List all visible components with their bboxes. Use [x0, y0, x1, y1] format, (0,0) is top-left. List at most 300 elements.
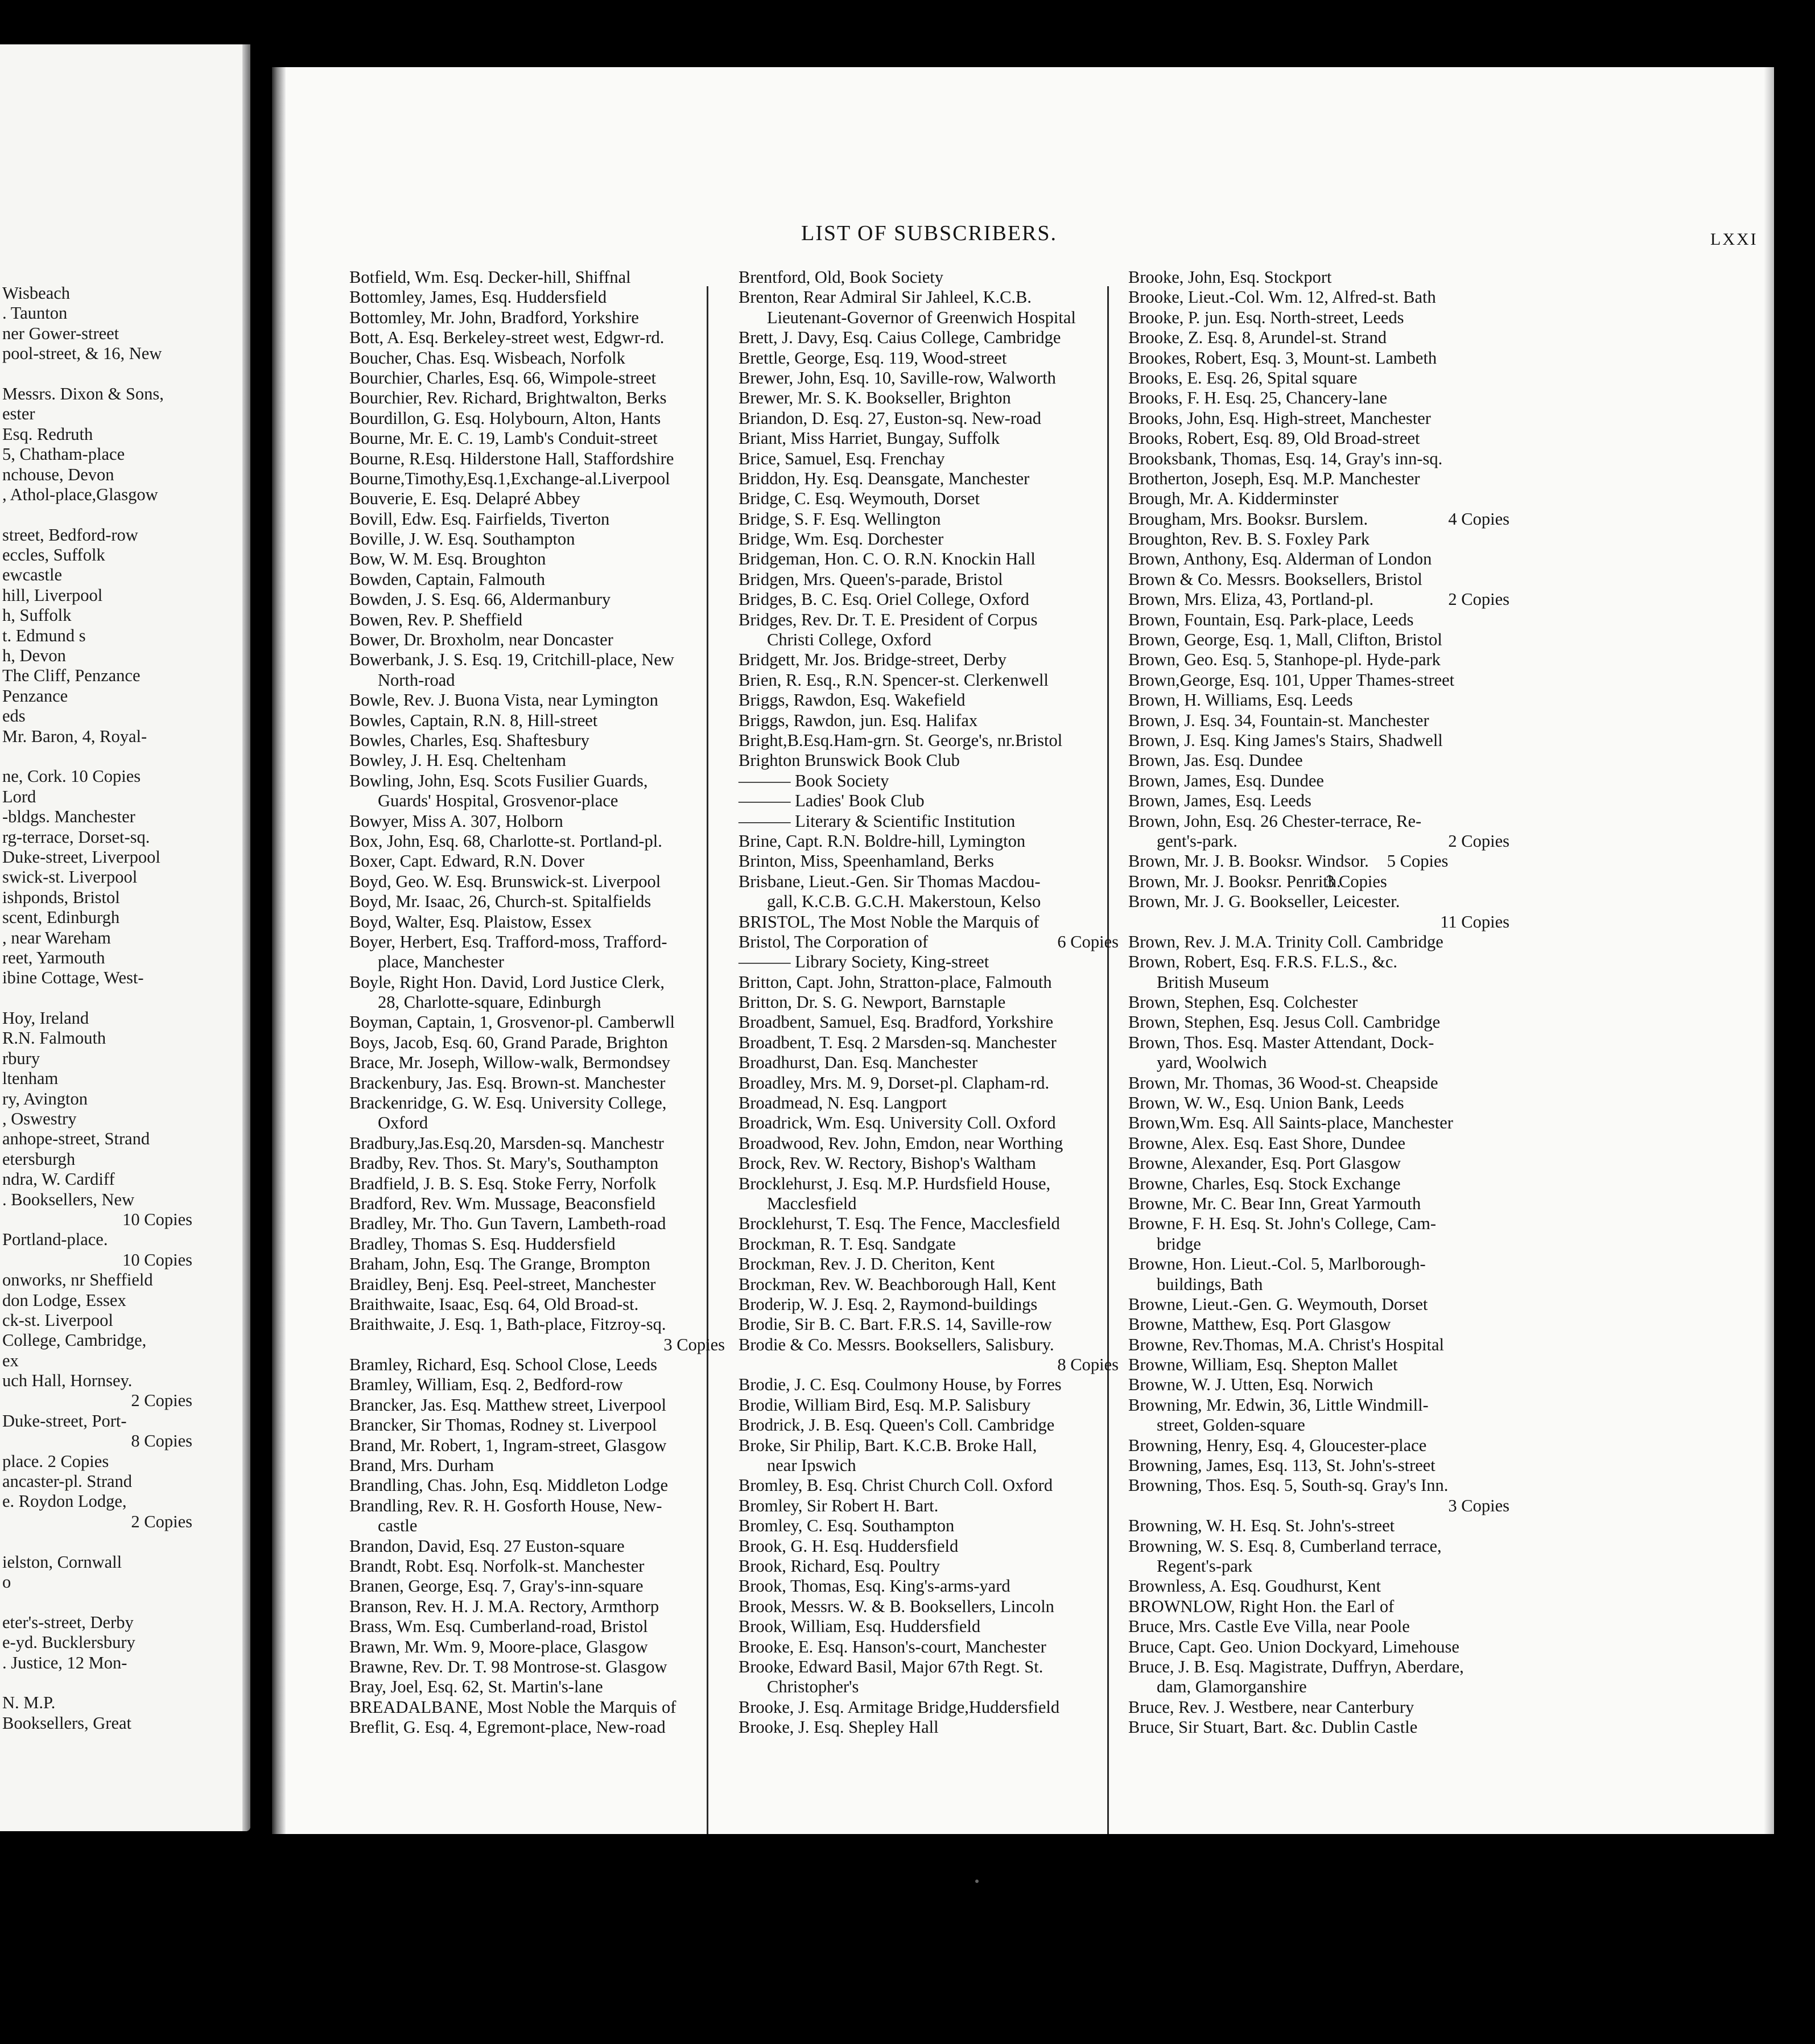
- subscriber-text: Browne, Matthew, Esq. Port Glasgow: [1128, 1314, 1391, 1334]
- subscriber-entry: [349, 1657, 725, 1677]
- subscriber-entry: [349, 1496, 725, 1516]
- subscriber-text: near Ipswich: [767, 1456, 856, 1476]
- subscriber-entry: [739, 1536, 1119, 1556]
- subscriber-text: Brighton Brunswick Book Club: [739, 751, 960, 770]
- subscriber-entry: [1128, 348, 1509, 368]
- left-fragment-line: . Booksellers, New: [2, 1189, 135, 1209]
- subscriber-entry: [349, 1576, 725, 1596]
- subscriber-text: Box, John, Esq. 68, Charlotte-st. Portland-pl.: [349, 831, 662, 851]
- subscriber-entry: [349, 1153, 725, 1173]
- subscriber-entry: [739, 428, 1119, 448]
- subscriber-text: Brooke, Lieut.-Col. Wm. 12, Alfred-st. Bath: [1128, 287, 1436, 307]
- subscriber-text: Brocklehurst, J. Esq. M.P. Hurdsfield House,: [739, 1173, 1051, 1193]
- subscriber-entry: [739, 529, 1119, 549]
- subscriber-entry: [349, 972, 725, 992]
- subscriber-entry: [349, 1456, 725, 1476]
- left-fragment-line: College, Cambridge,: [2, 1330, 147, 1350]
- subscriber-text: Brook, Richard, Esq. Poultry: [739, 1556, 940, 1576]
- subscriber-entry: [739, 1576, 1119, 1596]
- left-fragment-line: Messrs. Dixon & Sons,: [2, 384, 164, 403]
- subscriber-entry: [739, 912, 1119, 932]
- subscriber-text: bridge: [1157, 1234, 1201, 1254]
- subscriber-entry: [349, 308, 725, 328]
- left-fragment-line: ewcastle: [2, 565, 62, 585]
- subscriber-entry: [1128, 428, 1509, 448]
- subscriber-text: Bruce, Rev. J. Westbere, near Canterbury: [1128, 1697, 1414, 1717]
- left-fragment-line: 2 Copies: [131, 1511, 192, 1531]
- subscriber-entry: [349, 489, 725, 509]
- subscriber-entry: [1128, 1033, 1509, 1053]
- subscriber-text: Browne, William, Esq. Shepton Mallet: [1128, 1355, 1398, 1375]
- subscriber-entry: [739, 1234, 1119, 1254]
- subscriber-text: Botfield, Wm. Esq. Decker-hill, Shiffnal: [349, 267, 631, 287]
- left-fragment-line: R.N. Falmouth: [2, 1028, 106, 1048]
- left-fragment-line: ibine Cottage, West-: [2, 968, 144, 988]
- page-right-edge: [1764, 67, 1774, 1834]
- subscriber-entry: [739, 1134, 1119, 1153]
- subscriber-entry: [349, 267, 725, 287]
- subscriber-text: Brewer, John, Esq. 10, Saville-row, Walworth: [739, 368, 1056, 388]
- subscriber-entry: [349, 992, 725, 1012]
- subscriber-text: Bowles, Captain, R.N. 8, Hill-street: [349, 710, 598, 730]
- subscriber-text: Boucher, Chas. Esq. Wisbeach, Norfolk: [349, 348, 625, 368]
- subscriber-text: Brodie & Co. Messrs. Booksellers, Salisbury.: [739, 1334, 1054, 1354]
- subscriber-text: Boxer, Capt. Edward, R.N. Dover: [349, 851, 584, 871]
- subscriber-text: Bridge, S. F. Esq. Wellington: [739, 509, 941, 529]
- subscriber-entry: [1128, 610, 1509, 630]
- subscriber-text: Oxford: [378, 1113, 428, 1133]
- left-fragment-line: ancaster-pl. Strand: [2, 1472, 133, 1491]
- subscriber-entry: [739, 1214, 1119, 1234]
- subscriber-text: Brodie, William Bird, Esq. M.P. Salisbury: [739, 1395, 1031, 1415]
- subscriber-text: Bridge, C. Esq. Weymouth, Dorset: [739, 489, 980, 509]
- left-fragment-line: ishponds, Bristol: [2, 887, 120, 907]
- subscriber-entry: [739, 1335, 1119, 1355]
- subscriber-entry: [739, 509, 1119, 529]
- subscriber-text: Bowerbank, J. S. Esq. 19, Critchill-place, New: [349, 650, 674, 670]
- subscriber-entry: [1128, 771, 1509, 791]
- subscriber-entry: [739, 388, 1119, 408]
- subscriber-text: Brown, Mrs. Eliza, 43, Portland-pl.: [1128, 590, 1374, 609]
- subscriber-text: Brown, James, Esq. Leeds: [1128, 791, 1311, 811]
- subscriber-text: 8 Copies: [1057, 1355, 1119, 1375]
- subscriber-text: Brockman, R. T. Esq. Sandgate: [739, 1234, 956, 1254]
- subscriber-entry: [349, 1134, 725, 1153]
- subscriber-text: Brown, Robert, Esq. F.R.S. F.L.S., &c.: [1128, 952, 1397, 972]
- subscriber-text: Broadley, Mrs. M. 9, Dorset-pl. Clapham-rd.: [739, 1073, 1050, 1093]
- subscriber-entry: [1128, 892, 1509, 912]
- subscriber-text: gall, K.C.B. G.C.H. Makerstoun, Kelso: [767, 892, 1041, 912]
- subscriber-entry: [739, 1456, 1119, 1476]
- subscriber-text: Brookes, Robert, Esq. 3, Mount-st. Lambeth: [1128, 348, 1437, 368]
- subscriber-entry: [1128, 952, 1509, 972]
- left-fragment-line: nchouse, Devon: [2, 464, 114, 484]
- subscriber-text: Browne, Alex. Esq. East Shore, Dundee: [1128, 1133, 1406, 1153]
- subscriber-text: Brice, Samuel, Esq. Frenchay: [739, 448, 945, 468]
- subscriber-text: Briandon, D. Esq. 27, Euston-sq. New-road: [739, 408, 1041, 428]
- subscriber-text: Bromley, C. Esq. Southampton: [739, 1516, 955, 1536]
- left-fragment-line: Esq. Redruth: [2, 424, 93, 444]
- subscriber-text: Brettle, George, Esq. 119, Wood-street: [739, 348, 1007, 368]
- subscriber-entry: [739, 1717, 1119, 1737]
- subscriber-entry: [1128, 1254, 1509, 1274]
- subscriber-entry: [739, 872, 1119, 892]
- subscriber-entry: [739, 1053, 1119, 1073]
- subscriber-column-2: [739, 267, 1119, 1738]
- subscriber-text: Brooksbank, Thomas, Esq. 14, Gray's inn-sq.: [1128, 448, 1443, 468]
- subscriber-text: Brodie, Sir B. C. Bart. F.R.S. 14, Saville-row: [739, 1314, 1052, 1334]
- left-fragment-line: Lord: [2, 786, 36, 806]
- subscriber-entry: [1128, 1677, 1509, 1697]
- subscriber-entry: [739, 469, 1119, 489]
- subscriber-text: Broadwood, Rev. John, Emdon, near Worthing: [739, 1133, 1063, 1153]
- subscriber-entry: [739, 751, 1119, 770]
- subscriber-entry: [349, 912, 725, 932]
- subscriber-entry: [349, 892, 725, 912]
- subscriber-text: Brackenridge, G. W. Esq. University College,: [349, 1093, 667, 1113]
- subscriber-entry: [1128, 1093, 1509, 1113]
- subscriber-entry: [739, 1436, 1119, 1456]
- left-fragment-line: anhope-street, Strand: [2, 1129, 150, 1149]
- subscriber-text: Browning, Henry, Esq. 4, Gloucester-place: [1128, 1435, 1427, 1455]
- subscriber-entry: [1128, 1335, 1509, 1355]
- subscriber-text: Brooke, E. Esq. Hanson's-court, Manchester: [739, 1637, 1046, 1656]
- subscriber-entry: [1128, 1153, 1509, 1173]
- subscriber-text: Brook, Thomas, Esq. King's-arms-yard: [739, 1576, 1010, 1596]
- subscriber-text: Brown & Co. Messrs. Booksellers, Bristol: [1128, 569, 1422, 589]
- subscriber-entry: [349, 1113, 725, 1133]
- subscriber-text: Bray, Joel, Esq. 62, St. Martin's-lane: [349, 1677, 603, 1697]
- subscriber-entry: [739, 791, 1119, 811]
- left-fragment-line: ielston, Cornwall: [2, 1552, 122, 1572]
- subscriber-text: Brown, James, Esq. Dundee: [1128, 770, 1324, 790]
- subscriber-entry: [1128, 932, 1509, 952]
- left-fragment-line: pool-street, & 16, New: [2, 344, 162, 364]
- subscriber-text: Broadrick, Wm. Esq. University Coll. Oxford: [739, 1113, 1056, 1133]
- subscriber-text: BROWNLOW, Right Hon. the Earl of: [1128, 1596, 1395, 1616]
- subscriber-text: Bott, A. Esq. Berkeley-street west, Edgwr-rd.: [349, 328, 665, 348]
- subscriber-text: Bowyer, Miss A. 307, Holborn: [349, 811, 563, 831]
- subscriber-text: Brancker, Sir Thomas, Rodney st. Liverpool: [349, 1415, 657, 1435]
- subscriber-text: Brooke, John, Esq. Stockport: [1128, 267, 1332, 287]
- subscriber-entry: [1128, 731, 1509, 751]
- subscriber-entry: [739, 549, 1119, 569]
- left-fragment-line: ck-st. Liverpool: [2, 1310, 113, 1330]
- subscriber-text: dam, Glamorganshire: [1157, 1677, 1307, 1697]
- subscriber-entry: [349, 1194, 725, 1214]
- subscriber-text: Brine, Capt. R.N. Boldre-hill, Lymington: [739, 831, 1026, 851]
- subscriber-text: Brett, J. Davy, Esq. Caius College, Cambridge: [739, 328, 1061, 348]
- subscriber-entry: [349, 449, 725, 469]
- left-fragment-line: don Lodge, Essex: [2, 1290, 126, 1310]
- subscriber-entry: [739, 328, 1119, 348]
- left-fragment-line: Booksellers, Great: [2, 1713, 131, 1733]
- left-fragment-line: eds: [2, 706, 26, 726]
- subscriber-entry: [349, 570, 725, 590]
- subscriber-text: Bovill, Edw. Esq. Fairfields, Tiverton: [349, 509, 610, 529]
- subscriber-entry: [739, 831, 1119, 851]
- left-fragment-line: , Oswestry: [2, 1109, 77, 1129]
- subscriber-text: 11 Copies: [1440, 912, 1509, 932]
- subscriber-entry: [349, 1516, 725, 1536]
- subscriber-entry: [349, 771, 725, 791]
- subscriber-entry: [1128, 1536, 1509, 1556]
- left-fragment-line: 10 Copies: [122, 1209, 192, 1229]
- left-fragment-line: Mr. Baron, 4, Royal-: [2, 726, 147, 746]
- subscriber-entry: [1128, 851, 1509, 871]
- subscriber-text: Braithwaite, J. Esq. 1, Bath-place, Fitzroy-sq.: [349, 1314, 666, 1334]
- subscriber-text: Bowden, J. S. Esq. 66, Aldermanbury: [349, 590, 611, 609]
- subscriber-text: Bradley, Thomas S. Esq. Huddersfield: [349, 1234, 616, 1254]
- subscriber-entry: [349, 711, 725, 731]
- subscriber-entry: [739, 731, 1119, 751]
- subscriber-entry: [349, 952, 725, 972]
- subscriber-text: Brook, G. H. Esq. Huddersfield: [739, 1536, 959, 1556]
- subscriber-text: Bradley, Mr. Tho. Gun Tavern, Lambeth-road: [349, 1214, 666, 1234]
- subscriber-entry: [349, 1093, 725, 1113]
- subscriber-text: Bradbury,Jas.Esq.20, Marsden-sq. Manchestr: [349, 1133, 664, 1153]
- left-fragment-line: ester: [2, 404, 35, 424]
- subscriber-entry: [349, 328, 725, 348]
- subscriber-text: Bruce, Sir Stuart, Bart. &c. Dublin Castle: [1128, 1717, 1418, 1737]
- subscriber-text: Boyd, Walter, Esq. Plaistow, Essex: [349, 912, 592, 932]
- copies-line: [1128, 1496, 1509, 1516]
- subscriber-entry: [739, 1597, 1119, 1617]
- subscriber-entry: [739, 1395, 1119, 1415]
- subscriber-entry: [1128, 509, 1509, 529]
- subscriber-entry: [739, 972, 1119, 992]
- left-fragment-line: hill, Liverpool: [2, 585, 103, 605]
- subscriber-entry: [1128, 1314, 1509, 1334]
- subscriber-entry: [739, 1153, 1119, 1173]
- copies-count: 6 Copies: [1057, 932, 1119, 951]
- subscriber-text: Bridgeman, Hon. C. O. R.N. Knockin Hall: [739, 549, 1036, 569]
- subscriber-entry: [349, 872, 725, 892]
- subscriber-entry: [739, 409, 1119, 428]
- subscriber-entry: [739, 267, 1119, 287]
- subscriber-text: Brook, Messrs. W. & B. Booksellers, Lincoln: [739, 1596, 1054, 1616]
- subscriber-text: 3 Copies: [1448, 1495, 1509, 1515]
- subscriber-entry: [739, 711, 1119, 731]
- subscriber-text: Brenton, Rear Admiral Sir Jahleel, K.C.B.: [739, 287, 1032, 307]
- left-fragment-line: , Athol-place,Glasgow: [2, 484, 158, 504]
- subscriber-entry: [739, 952, 1119, 972]
- subscriber-text: 3 Copies: [663, 1334, 725, 1354]
- subscriber-text: Bourchier, Charles, Esq. 66, Wimpole-street: [349, 368, 657, 388]
- left-fragment-line: ry, Avington: [2, 1089, 88, 1108]
- subscriber-entry: [1128, 449, 1509, 469]
- subscriber-text: Brandling, Chas. John, Esq. Middleton Lodge: [349, 1476, 668, 1495]
- subscriber-entry: [349, 1355, 725, 1375]
- subscriber-entry: [349, 529, 725, 549]
- copies-count: 2 Copies: [1448, 590, 1509, 609]
- subscriber-text: Brockman, Rev. W. Beachborough Hall, Kent: [739, 1274, 1056, 1294]
- subscriber-entry: [1128, 590, 1509, 609]
- subscriber-text: Brancker, Jas. Esq. Matthew street, Liverpool: [349, 1395, 666, 1415]
- subscriber-text: Boyer, Herbert, Esq. Trafford-moss, Trafford-: [349, 932, 667, 951]
- subscriber-entry: [1128, 1395, 1509, 1415]
- subscriber-text: Braidley, Benj. Esq. Peel-street, Manchester: [349, 1274, 656, 1294]
- subscriber-text: Boys, Jacob, Esq. 60, Grand Parade, Brighton: [349, 1032, 668, 1052]
- left-fragment-line: rg-terrace, Dorset-sq.: [2, 827, 150, 847]
- subscriber-entry: [1128, 1194, 1509, 1214]
- subscriber-text: Brown,Wm. Esq. All Saints-place, Manchester: [1128, 1113, 1453, 1133]
- subscriber-text: Brown, Anthony, Esq. Alderman of London: [1128, 549, 1432, 569]
- left-fragment-line: Wisbeach: [2, 283, 71, 303]
- subscriber-entry: [1128, 711, 1509, 731]
- subscriber-entry: [349, 1637, 725, 1657]
- subscriber-entry: [1128, 388, 1509, 408]
- subscriber-text: Browning, Mr. Edwin, 36, Little Windmill-: [1128, 1395, 1429, 1415]
- subscriber-entry: [1128, 1476, 1509, 1495]
- subscriber-text: Brockman, Rev. J. D. Cheriton, Kent: [739, 1254, 995, 1274]
- subscriber-text: Briggs, Rawdon, jun. Esq. Halifax: [739, 710, 978, 730]
- subscriber-entry: [1128, 1214, 1509, 1234]
- subscriber-text: Broadmead, N. Esq. Langport: [739, 1093, 947, 1113]
- subscriber-entry: [739, 1113, 1119, 1133]
- subscriber-entry: [349, 1677, 725, 1697]
- subscriber-text: Brisbane, Lieut.-Gen. Sir Thomas Macdou-: [739, 871, 1041, 891]
- left-fragment-line: 2 Copies: [131, 1391, 192, 1411]
- subscriber-entry: [1128, 489, 1509, 509]
- subscriber-text: Brown, Mr. J. G. Bookseller, Leicester.: [1128, 892, 1400, 912]
- subscriber-entry: [1128, 409, 1509, 428]
- subscriber-text: Brougham, Mrs. Booksr. Burslem.: [1128, 509, 1368, 529]
- subscriber-entry: [349, 509, 725, 529]
- subscriber-text: Brough, Mr. A. Kidderminster: [1128, 489, 1339, 509]
- subscriber-entry: [1128, 1697, 1509, 1717]
- subscriber-entry: [1128, 831, 1509, 851]
- subscriber-entry: [349, 811, 725, 831]
- subscriber-text: Brotherton, Joseph, Esq. M.P. Manchester: [1128, 468, 1420, 488]
- subscriber-entry: [1128, 1053, 1509, 1073]
- subscriber-entry: [1128, 650, 1509, 670]
- subscriber-entry: [1128, 972, 1509, 992]
- subscriber-entry: [1128, 328, 1509, 348]
- subscriber-text: Bourne, R.Esq. Hilderstone Hall, Staffordshire: [349, 448, 674, 468]
- subscriber-entry: [1128, 308, 1509, 328]
- subscriber-text: Bradby, Rev. Thos. St. Mary's, Southampton: [349, 1153, 659, 1173]
- page-number: LXXI: [1710, 230, 1758, 249]
- subscriber-entry: [739, 1194, 1119, 1214]
- left-fragment-line: Hoy, Ireland: [2, 1008, 89, 1028]
- subscriber-entry: [349, 630, 725, 650]
- left-fragment-line: scent, Edinburgh: [2, 908, 120, 928]
- subscriber-entry: [739, 690, 1119, 710]
- subscriber-entry: [739, 1617, 1119, 1637]
- subscriber-entry: [1128, 1113, 1509, 1133]
- subscriber-entry: [739, 1093, 1119, 1113]
- subscriber-text: Brace, Mr. Joseph, Willow-walk, Bermondsey: [349, 1053, 671, 1073]
- subscriber-text: Brown, Fountain, Esq. Park-place, Leeds: [1128, 609, 1414, 629]
- subscriber-entry: [349, 1476, 725, 1495]
- left-fragment-line: e-yd. Bucklersbury: [2, 1633, 135, 1652]
- left-fragment-line: [2, 747, 247, 766]
- subscriber-text: Briggs, Rawdon, Esq. Wakefield: [739, 690, 966, 710]
- subscriber-entry: [349, 1697, 725, 1717]
- subscriber-entry: [349, 1012, 725, 1032]
- subscriber-entry: [1128, 1516, 1509, 1536]
- subscriber-entry: [1128, 570, 1509, 590]
- subscriber-entry: [349, 549, 725, 569]
- subscriber-text: Bristol, The Corporation of: [739, 932, 929, 951]
- subscriber-entry: [1128, 1717, 1509, 1737]
- subscriber-entry: [739, 771, 1119, 791]
- subscriber-entry: [739, 1476, 1119, 1495]
- subscriber-entry: [739, 1657, 1119, 1677]
- subscriber-text: Bradfield, J. B. S. Esq. Stoke Ferry, Norfolk: [349, 1173, 657, 1193]
- subscriber-text: yard, Woolwich: [1157, 1053, 1267, 1073]
- left-fragment-line: uch Hall, Hornsey.: [2, 1371, 133, 1391]
- subscriber-text: place, Manchester: [378, 952, 504, 972]
- subscriber-entry: [1128, 368, 1509, 388]
- subscriber-text: Boyd, Geo. W. Esq. Brunswick-st. Liverpool: [349, 871, 661, 891]
- subscriber-entry: [1128, 1556, 1509, 1576]
- subscriber-entry: [349, 1295, 725, 1314]
- subscriber-text: gent's-park.: [1157, 831, 1238, 851]
- subscriber-text: Brooks, F. H. Esq. 25, Chancery-lane: [1128, 388, 1387, 408]
- subscriber-text: Bouverie, E. Esq. Delapré Abbey: [349, 489, 580, 509]
- subscriber-text: Bow, W. M. Esq. Broughton: [349, 549, 546, 569]
- subscriber-entry: [1128, 529, 1509, 549]
- subscriber-text: Bruce, Mrs. Castle Eve Villa, near Poole: [1128, 1617, 1410, 1637]
- left-fragment-line: street, Bedford-row: [2, 525, 138, 545]
- subscriber-entry: [349, 851, 725, 871]
- subscriber-entry: [1128, 1134, 1509, 1153]
- subscriber-entry: [739, 1496, 1119, 1516]
- subscriber-entry: [1128, 1576, 1509, 1596]
- subscriber-text: Browne, Charles, Esq. Stock Exchange: [1128, 1173, 1401, 1193]
- subscriber-text: Brook, William, Esq. Huddersfield: [739, 1617, 981, 1637]
- subscriber-text: Brandon, David, Esq. 27 Euston-square: [349, 1536, 625, 1556]
- subscriber-text: Brandt, Robt. Esq. Norfolk-st. Manchester: [349, 1556, 645, 1576]
- page-title: LIST OF SUBSCRIBERS.: [801, 221, 1058, 245]
- subscriber-text: Brandling, Rev. R. H. Gosforth House, New-: [349, 1495, 662, 1515]
- subscriber-text: Browning, W. S. Esq. 8, Cumberland terrace,: [1128, 1536, 1442, 1556]
- left-fragment-line: Portland-place.: [2, 1230, 108, 1250]
- subscriber-text: Brass, Wm. Esq. Cumberland-road, Bristol: [349, 1617, 648, 1637]
- subscriber-entry: [739, 368, 1119, 388]
- subscriber-text: Broke, Sir Philip, Bart. K.C.B. Broke Hall,: [739, 1435, 1037, 1455]
- left-fragment-line: Duke-street, Port-: [2, 1411, 127, 1431]
- copies-line: [349, 1335, 725, 1355]
- left-fragment-line: [2, 1673, 247, 1693]
- subscriber-text: Brown, Thos. Esq. Master Attendant, Dock-: [1128, 1032, 1434, 1052]
- subscriber-text: buildings, Bath: [1157, 1274, 1263, 1294]
- subscriber-text: Boyman, Captain, 1, Grosvenor-pl. Camberwll: [349, 1012, 675, 1032]
- subscriber-text: Brooke, J. Esq. Shepley Hall: [739, 1717, 939, 1737]
- left-fragment-line: ndra, W. Cardiff: [2, 1169, 115, 1189]
- subscriber-entry: [739, 1375, 1119, 1395]
- subscriber-text: Bromley, B. Esq. Christ Church Coll. Oxford: [739, 1476, 1053, 1495]
- subscriber-text: Browne, F. H. Esq. St. John's College, Cam-: [1128, 1214, 1437, 1234]
- left-fragment-line: 8 Copies: [131, 1431, 192, 1451]
- subscriber-text: ——— Library Society, King-street: [739, 952, 989, 972]
- subscriber-text: Bromley, Sir Robert H. Bart.: [739, 1495, 939, 1515]
- subscriber-column-3: [1128, 267, 1509, 1738]
- subscriber-text: Brown, J. Esq. King James's Stairs, Shadwell: [1128, 730, 1443, 750]
- left-fragment-line: ne, Cork. 10 Copies: [2, 766, 141, 786]
- subscriber-text: Bramley, William, Esq. 2, Bedford-row: [349, 1375, 623, 1395]
- copies-line: [739, 1355, 1119, 1375]
- left-fragment-line: 5, Chatham-place: [2, 444, 125, 464]
- subscriber-entry: [739, 1012, 1119, 1032]
- left-fragment-line: , near Wareham: [2, 928, 111, 947]
- subscriber-text: Bourchier, Rev. Richard, Brightwalton, Berks: [349, 388, 667, 408]
- left-fragment-line: h, Suffolk: [2, 605, 72, 625]
- subscriber-text: Bowley, J. H. Esq. Cheltenham: [349, 751, 566, 770]
- subscriber-text: Brown, Jas. Esq. Dundee: [1128, 751, 1303, 770]
